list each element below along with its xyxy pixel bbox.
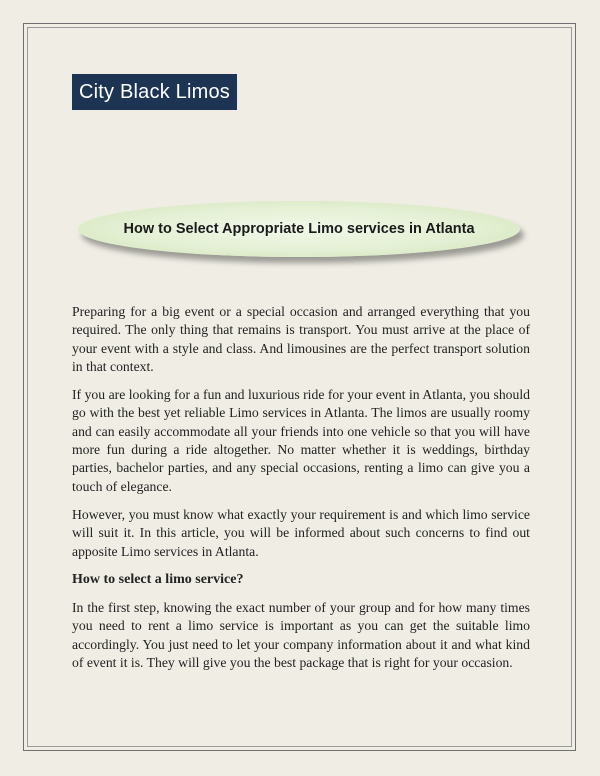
title-banner <box>78 201 520 257</box>
paragraph-requirement: However, you must know what exactly your requirement is and which limo service will suit it. In this article, you will be informed about such concerns to find out apposite Limo services in Atlanta. <box>72 506 530 559</box>
company-logo: City Black Limos <box>72 74 237 110</box>
paragraph-atlanta: If you are looking for a fun and luxurious ride for your event in Atlanta, you should go with the best yet reliable Limo services in Atlanta. The limos are usually roomy and can easily accommodate all your friends into one vehicle so that you will have more fun during a ride altogether. No matter whether it is weddings, birthday parties, bachelor parties, and any special occasions, renting a limo can give you a touch of elegance. <box>72 387 530 494</box>
paragraph-intro: Preparing for a big event or a special occasion and arranged everything that you required. The only thing that remains is transport. You must arrive at the place of your event with a style and class. And limousines are the perfect transport solution in that context. <box>72 304 530 374</box>
article-body <box>72 303 530 682</box>
document-title: How to Select Appropriate Limo services in Atlanta <box>123 221 475 237</box>
paragraph-first-step: In the first step, knowing the exact number of your group and for how many times you need to rent a limo service is important as you can get the suitable limo accordingly. You just need to let your company information about it and what kind of event it is. They will give you the best package that is right for your occasion. <box>72 600 530 671</box>
section-heading: How to select a limo service? <box>72 571 244 587</box>
